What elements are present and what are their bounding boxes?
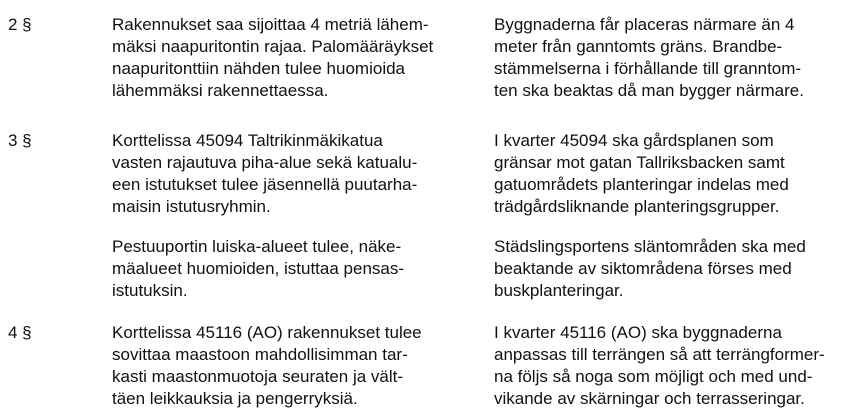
text-line: vikande av skärningar och terrasseringar. bbox=[494, 389, 805, 408]
text-line: Korttelissa 45116 (AO) rakennukset tulee bbox=[112, 323, 422, 342]
finnish-text bbox=[112, 14, 482, 102]
text-line: meter från ganntomts gräns. Brandbe- bbox=[494, 37, 783, 56]
text-line: mäksi naapuritontin rajaa. Palomääräykset bbox=[112, 37, 434, 56]
text-line: lähemmäksi rakennettaessa. bbox=[112, 81, 329, 100]
text-line: een istutukset tulee jäsennellä puutarha- bbox=[112, 175, 418, 194]
text-line: Byggnaderna får placeras närmare än 4 bbox=[494, 15, 795, 34]
text-line: Korttelissa 45094 Taltrikinmäkikatua bbox=[112, 131, 383, 150]
section-number: 4 § bbox=[8, 323, 32, 342]
swedish-text bbox=[494, 14, 854, 102]
swedish-text bbox=[494, 236, 854, 302]
text-line: Rakennukset saa sijoittaa 4 metriä lähem- bbox=[112, 15, 429, 34]
text-line: ten ska beaktas då man bygger närmare. bbox=[494, 81, 804, 100]
section-number: 2 § bbox=[8, 15, 32, 34]
swedish-text bbox=[494, 322, 854, 410]
finnish-text bbox=[112, 322, 482, 410]
finnish-text bbox=[112, 130, 482, 218]
text-line: na följs så noga som möjligt och med und- bbox=[494, 367, 813, 386]
text-line: buskplanteringar. bbox=[494, 281, 624, 300]
text-line: I kvarter 45094 ska gårdsplanen som bbox=[494, 131, 774, 150]
text-line: gatuområdets planteringar indelas med bbox=[494, 175, 789, 194]
finnish-text bbox=[112, 236, 482, 302]
text-line: trädgårdsliknande planteringsgrupper. bbox=[494, 197, 780, 216]
text-line: anpassas till terrängen så att terrängformer- bbox=[494, 345, 825, 364]
text-line: kasti maastonmuotoja seuraten ja vält- bbox=[112, 367, 404, 386]
text-line: sovittaa maastoon mahdollisimman tar- bbox=[112, 345, 408, 364]
text-line: Pestuuportin luiska-alueet tulee, näke- bbox=[112, 237, 402, 256]
text-line: mäalueet huomioiden, istuttaa pensas- bbox=[112, 259, 405, 278]
text-line: istutuksin. bbox=[112, 281, 188, 300]
text-line: stämmelserna i förhållande till granntom- bbox=[494, 59, 802, 78]
section-number: 3 § bbox=[8, 131, 32, 150]
text-line: beaktande av siktområdena förses med bbox=[494, 259, 792, 278]
text-line: maisin istutusryhmin. bbox=[112, 197, 271, 216]
text-line: täen leikkauksia ja pengerryksiä. bbox=[112, 389, 358, 408]
text-line: Städslingsportens släntområden ska med bbox=[494, 237, 806, 256]
text-line: naapuritonttiin nähden tulee huomioida bbox=[112, 59, 406, 78]
swedish-text bbox=[494, 130, 854, 218]
text-line: vasten rajautuva piha-alue sekä katualu- bbox=[112, 153, 418, 172]
text-line: I kvarter 45116 (AO) ska byggnaderna bbox=[494, 323, 782, 342]
text-line: gränsar mot gatan Tallriksbacken samt bbox=[494, 153, 785, 172]
